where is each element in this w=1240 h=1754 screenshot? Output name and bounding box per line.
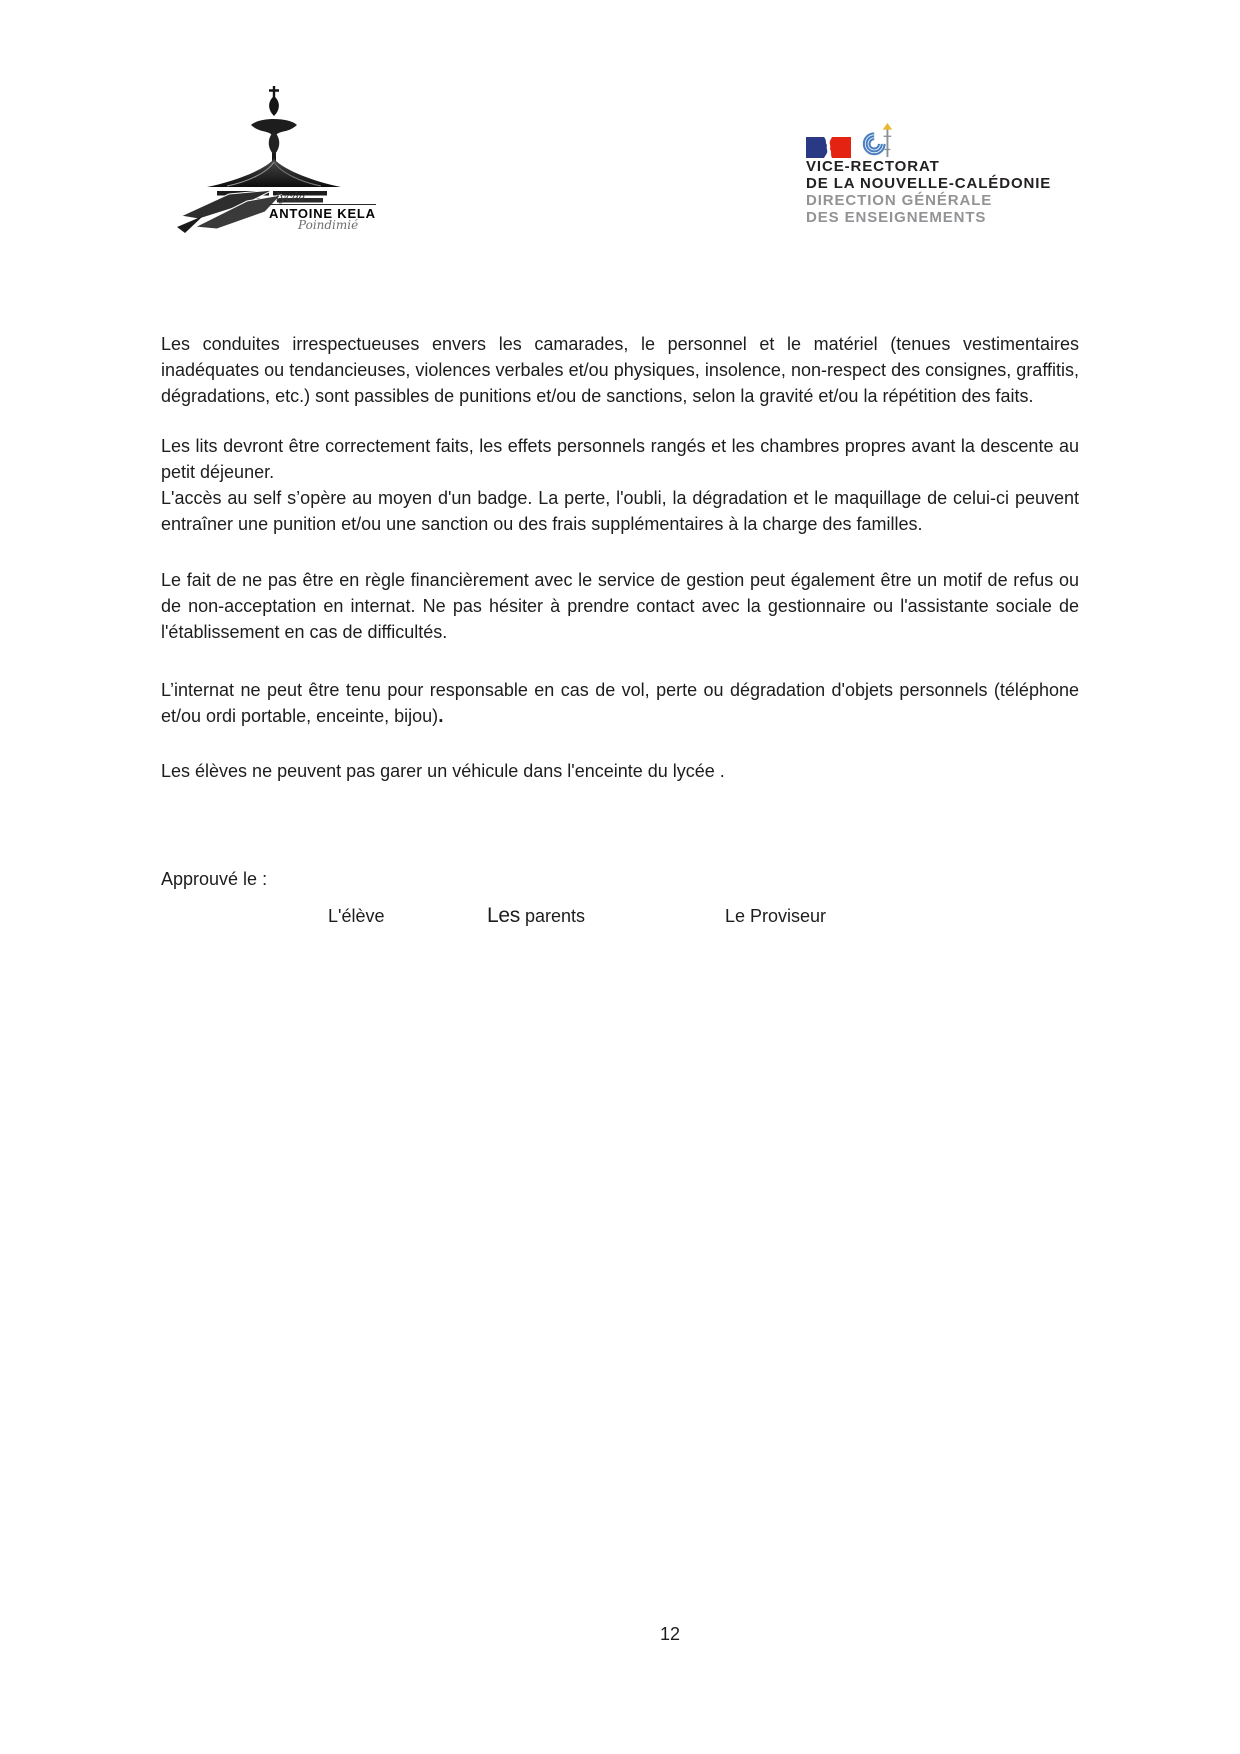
signatory-eleve [328,904,384,928]
authority-line-1: VICE-RECTORAT [806,158,940,175]
signatory-parents [487,904,585,928]
paragraph-responsabilite-period: . [438,706,444,727]
paragraph-conduites: Les conduites irrespectueuses envers les camarades, le personnel et le matériel (tenues vestimentaires inadéquates ou tendancieuses, violences verbales et/ou physiques, insolence, non-respect des consignes, graffitis, dégradations, etc.) sont passibles de punitions et/ou de sanctions, selon la gravité et/ou la répétition des faits. [161,334,1079,406]
page-number: 12 [659,1624,681,1644]
signatory-eleve-label: L'élève [328,906,385,926]
authority-line-2: DE LA NOUVELLE-CALÉDONIE [806,175,1052,192]
authority-line-4: DES ENSEIGNEMENTS [806,209,987,226]
signatory-proviseur [725,904,826,928]
authority-title [806,158,1051,226]
school-logo-town: Poindimié [298,218,359,232]
paragraph-responsabilite-text: L’internat ne peut être tenu pour responsable en cas de vol, perte ou dégradation d'objets personnels (téléphone et/ou ordi portable, enceinte, bijou) [161,680,1079,726]
authority-line-3: DIRECTION GÉNÉRALE [806,192,993,209]
paragraph-vehicule: Les élèves ne peuvent pas garer un véhicule dans l'enceinte du lycée . [161,761,725,781]
document-body [161,331,1079,784]
signatory-parents-prefix: Les [487,904,520,927]
authority-logo [806,118,1086,228]
approval-label: Approuvé le : [161,869,268,889]
school-logo-lycee-text: lycée [276,191,305,204]
french-flag-marianne-icon [806,137,851,158]
school-logo [177,85,376,233]
school-logo-name: ANTOINE KELA [269,206,376,221]
new-caledonia-nautilus-icon [861,122,895,160]
paragraph-responsabilite [161,677,1079,730]
paragraph-gestion: Le fait de ne pas être en règle financièrement avec le service de gestion peut également être un motif de refus ou de non-acceptation en internat. Ne pas hésiter à prendre contact avec la gestionnaire ou l'assistante sociale de l'établissement en cas de difficultés. [161,570,1079,642]
paragraph-lits: Les lits devront être correctement faits, les effets personnels rangés et les chambres propres avant la descente au petit déjeuner. [161,436,1079,482]
signatory-parents-label: parents [519,906,586,926]
signatory-proviseur-label: Le Proviseur [725,906,827,926]
paragraph-badge: L'accès au self s’opère au moyen d'un badge. La perte, l'oubli, la dégradation et le maquillage de celui-ci peuvent entraîner une punition et/ou une sanction ou des frais supplémentaires à la charge des familles. [161,488,1079,534]
